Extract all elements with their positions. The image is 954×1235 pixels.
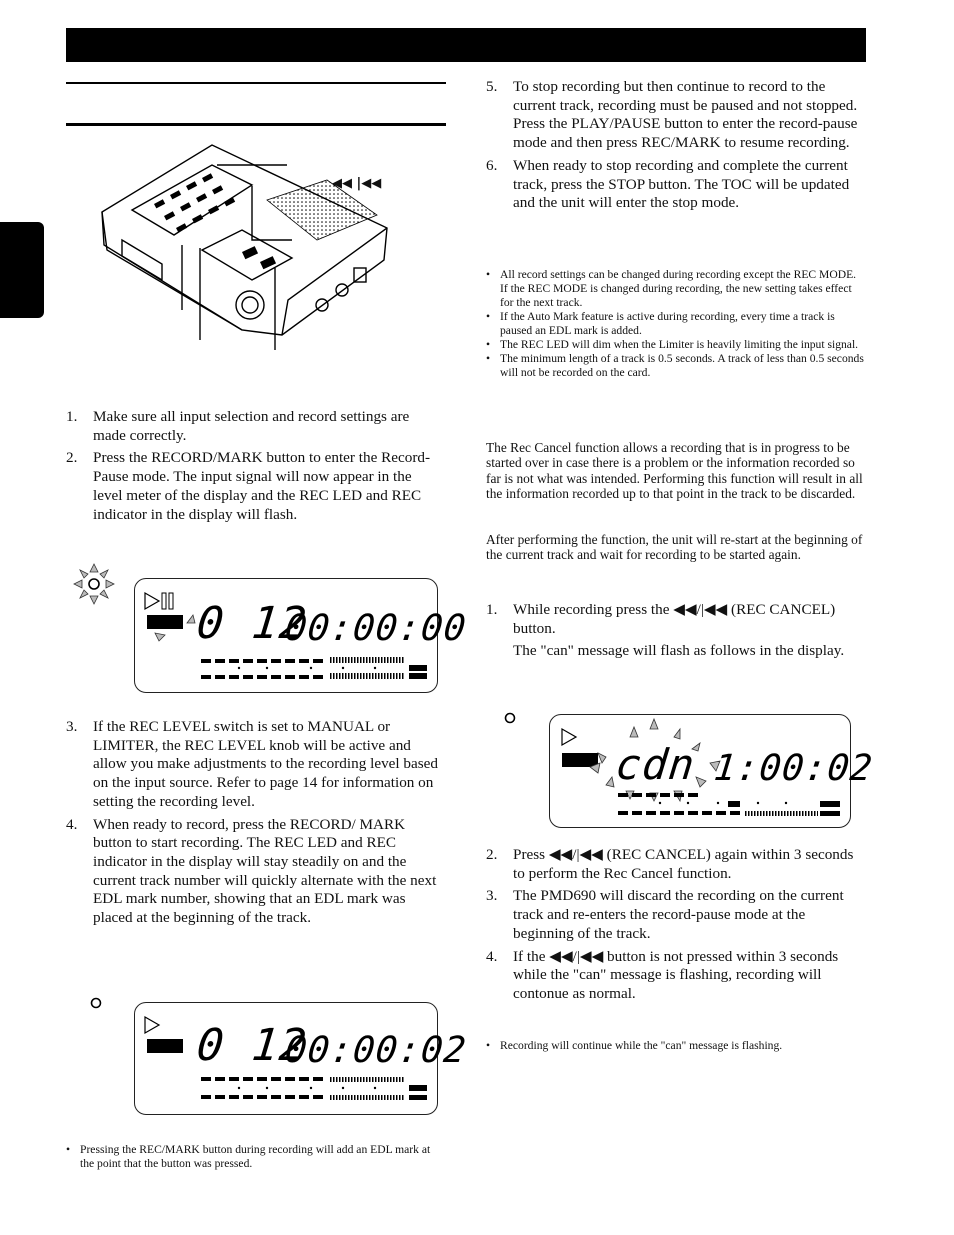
lcd2-time: 00:00:02 xyxy=(282,1030,469,1071)
lcd-display-recording xyxy=(134,1002,469,1115)
right-notes-b xyxy=(486,1039,866,1053)
list-item: 4. When ready to record, press the RECORD/ MARK button to start recording. The REC LED and REC indicator in the display will stay steadily on and the current track number will quickly alternate with the next EDL mark number, showing that an EDL mark was placed at the beginning of the track. xyxy=(66,815,437,927)
flashing-rec-indicator-icon xyxy=(68,558,128,618)
left-steps-a xyxy=(66,408,442,528)
list-item: 4. If the ◀◀/|◀◀ button is not pressed within 3 seconds while the "can" message is flashing, recording will contonue as normal. xyxy=(486,947,839,1002)
list-item: 6. When ready to stop recording and complete the current track, press the STOP button. The TOC will be updated and the unit will enter the stop mode. xyxy=(486,156,850,212)
list-item: 5. To stop recording but then continue to record to the current track, recording must be paused and not stopped. Press the PLAY/PAUSE button to enter the record-pause mode and then press REC/MARK to resume recording. xyxy=(486,78,858,152)
list-item: • If the Auto Mark feature is active during recording, every time a track is paused an EDL mark is added. xyxy=(486,310,835,337)
lcd3-can-message: cdn xyxy=(613,740,698,789)
right-steps-b xyxy=(486,601,862,665)
rewind-icons-label: ◀◀ |◀◀ xyxy=(332,176,382,191)
list-item: • Pressing the REC/MARK button during recording will add an EDL mark at the point that the button was pressed. xyxy=(66,1143,431,1170)
lcd-display-rec-cancel xyxy=(549,714,875,828)
device-illustration xyxy=(92,140,402,360)
list-item: 2. Press the RECORD/MARK button to enter the Record-Pause mode. The input signal will now appear in the level meter of the display and the REC LED and REC indicator in the display will flash. xyxy=(66,449,431,523)
right-steps-c xyxy=(486,846,862,1008)
right-notes-a xyxy=(486,268,866,380)
rec-cancel-description: The Rec Cancel function allows a recording that is in progress to be started over in case there is a problem or the information recorded so far is not what was intended. Performing this function will result in all the information recorded up to that point in the track to be discarded. xyxy=(486,440,863,502)
list-item: 1. While recording press the ◀◀/|◀◀ (REC CANCEL) button. The "can" message will flash as follows in the display. xyxy=(486,601,845,660)
list-item: 1. Make sure all input selection and record settings are made correctly. xyxy=(66,408,410,444)
section-side-tab xyxy=(0,222,44,318)
rec-cancel-restart-note: After performing the function, the unit will re-start at the beginning of the current track and wait for recording to be started again. xyxy=(486,532,863,563)
lcd3-time: 1:00:02 xyxy=(711,748,875,789)
section-rule-bottom xyxy=(66,123,446,126)
list-item: 2. Press ◀◀/|◀◀ (REC CANCEL) again within 3 seconds to perform the Rec Cancel function. xyxy=(486,846,854,882)
list-item: • The REC LED will dim when the Limiter is heavily limiting the input signal. xyxy=(486,338,859,351)
list-item: • Recording will continue while the "can" message is flashing. xyxy=(486,1039,783,1052)
list-item: • The minimum length of a track is 0.5 seconds. A track of less than 0.5 seconds will not be recorded on the card. xyxy=(486,352,864,379)
lcd2-track-number: 0 12 xyxy=(194,1020,310,1071)
list-item: 3. The PMD690 will discard the recording on the current track and re-enters the record-pause mode at the beginning of the track. xyxy=(486,887,844,942)
right-steps-a xyxy=(486,78,862,217)
section-rule-top xyxy=(66,82,446,84)
rec-indicator-icon xyxy=(89,996,103,1010)
list-item: • All record settings can be changed during recording except the REC MODE. If the REC MODE is changed during recording, the new setting takes effect for the next track. xyxy=(486,268,857,309)
rec-indicator-icon xyxy=(503,711,517,725)
lcd1-track-number: 0 12 xyxy=(194,598,310,649)
page-header-bar xyxy=(66,28,866,62)
list-item: 3. If the REC LEVEL switch is set to MANUAL or LIMITER, the REC LEVEL knob will be active and allow you make adjustments to the recording level based on the input source. Refer to page 14 for information on setting the recording level. xyxy=(66,718,438,810)
left-steps-b xyxy=(66,718,442,932)
lcd-display-record-pause xyxy=(134,578,469,693)
lcd1-time: 00:00:00 xyxy=(282,608,469,649)
left-notes xyxy=(66,1143,442,1171)
